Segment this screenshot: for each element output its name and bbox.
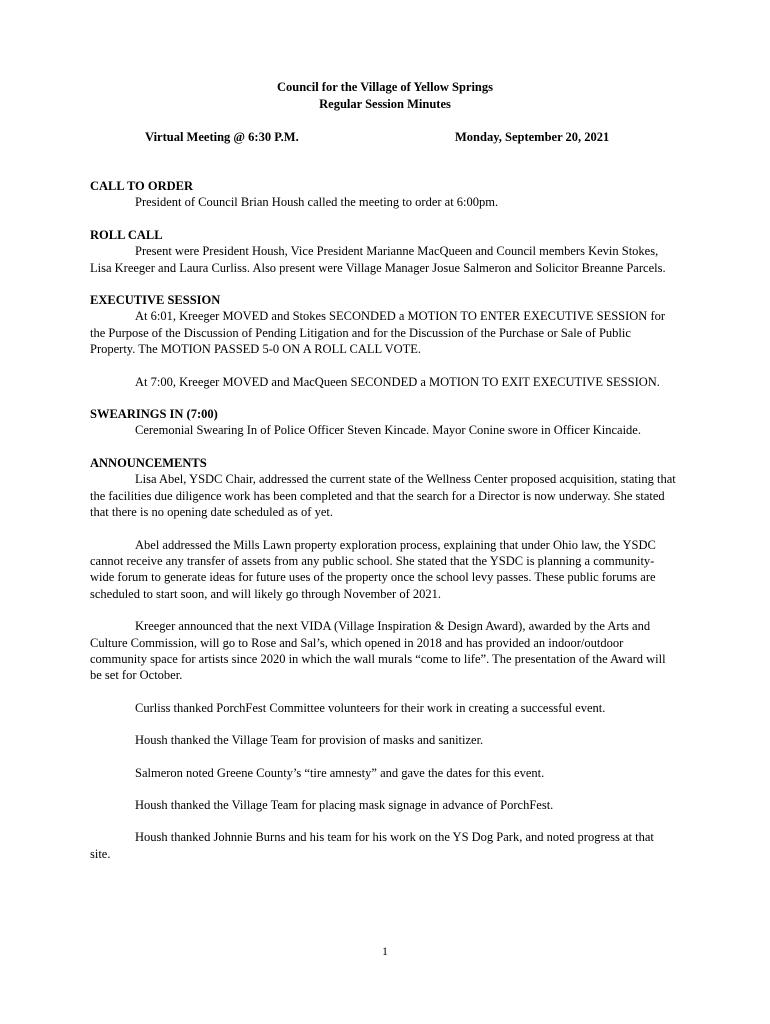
paragraph: Present were President Housh, Vice President Marianne MacQueen and Council members Kevin Stokes, Lisa Kreeger and Laura Curliss. Also present were Village Manager Josue Salmeron and Solicitor Breanne Parcels. — [90, 244, 666, 275]
paragraph: Housh thanked Johnnie Burns and his team for his work on the YS Dog Park, and noted progress at that site. — [90, 830, 654, 861]
paragraph: Curliss thanked PorchFest Committee volunteers for their work in creating a successful event. — [135, 700, 606, 715]
paragraph: At 6:01, Kreeger MOVED and Stokes SECONDED a MOTION TO ENTER EXECUTIVE SESSION for the Purpose of the Discussion of Pending Litigation and for the Discussion of the Purchase or Sale of Public Property. The MOTION PASSED 5-0 ON A ROLL CALL VOTE. — [90, 309, 666, 357]
paragraph: Housh thanked the Village Team for placing mask signage in advance of PorchFest. — [135, 797, 554, 812]
meeting-date: Monday, September 20, 2021 — [455, 130, 610, 144]
document-title: Council for the Village of Yellow Springs — [277, 80, 493, 94]
section-title-call-to-order: CALL TO ORDER — [90, 179, 194, 193]
paragraph: Housh thanked the Village Team for provision of masks and sanitizer. — [135, 733, 484, 748]
paragraph: At 7:00, Kreeger MOVED and MacQueen SECONDED a MOTION TO EXIT EXECUTIVE SESSION. — [135, 374, 660, 389]
section-title-swearings-in: SWEARINGS IN (7:00) — [90, 407, 218, 422]
paragraph: Ceremonial Swearing In of Police Officer Steven Kincade. Mayor Conine swore in Officer Kincaide. — [135, 423, 641, 438]
page-number: 1 — [382, 946, 388, 958]
paragraph: Lisa Abel, YSDC Chair, addressed the current state of the Wellness Center proposed acquisition, stating that the facilities due diligence work has been completed and that the search for a Director is now underway. She stated that there is no opening date scheduled as of yet. — [90, 472, 676, 520]
paragraph: President of Council Brian Housh called the meeting to order at 6:00pm. — [135, 195, 499, 210]
section-title-roll-call: ROLL CALL — [90, 227, 163, 242]
section-title-announcements: ANNOUNCEMENTS — [90, 455, 207, 470]
minutes-body — [90, 178, 676, 862]
paragraph: Salmeron noted Greene County’s “tire amnesty” and gave the dates for this event. — [135, 765, 545, 780]
paragraph: Kreeger announced that the next VIDA (Village Inspiration & Design Award), awarded by the Arts and Culture Commission, will go to Rose and Sal’s, which opened in 2018 and has provided an indoor/outdoor community space for artists since 2020 in which the wall murals “come to life”. The presentation of the Award will be set for October. — [90, 619, 666, 683]
section-title-executive-session: EXECUTIVE SESSION — [90, 293, 221, 308]
document-subtitle: Regular Session Minutes — [319, 97, 451, 111]
meeting-info: Virtual Meeting @ 6:30 P.M. — [145, 130, 299, 144]
paragraph: Abel addressed the Mills Lawn property exploration process, explaining that under Ohio law, the YSDC cannot receive any transfer of assets from any public school. She stated that the YSDC is planning a community-wide forum to generate ideas for future uses of the property once the school levy passes. These public forums are scheduled to start soon, and will likely go through November of 2021. — [90, 537, 656, 601]
